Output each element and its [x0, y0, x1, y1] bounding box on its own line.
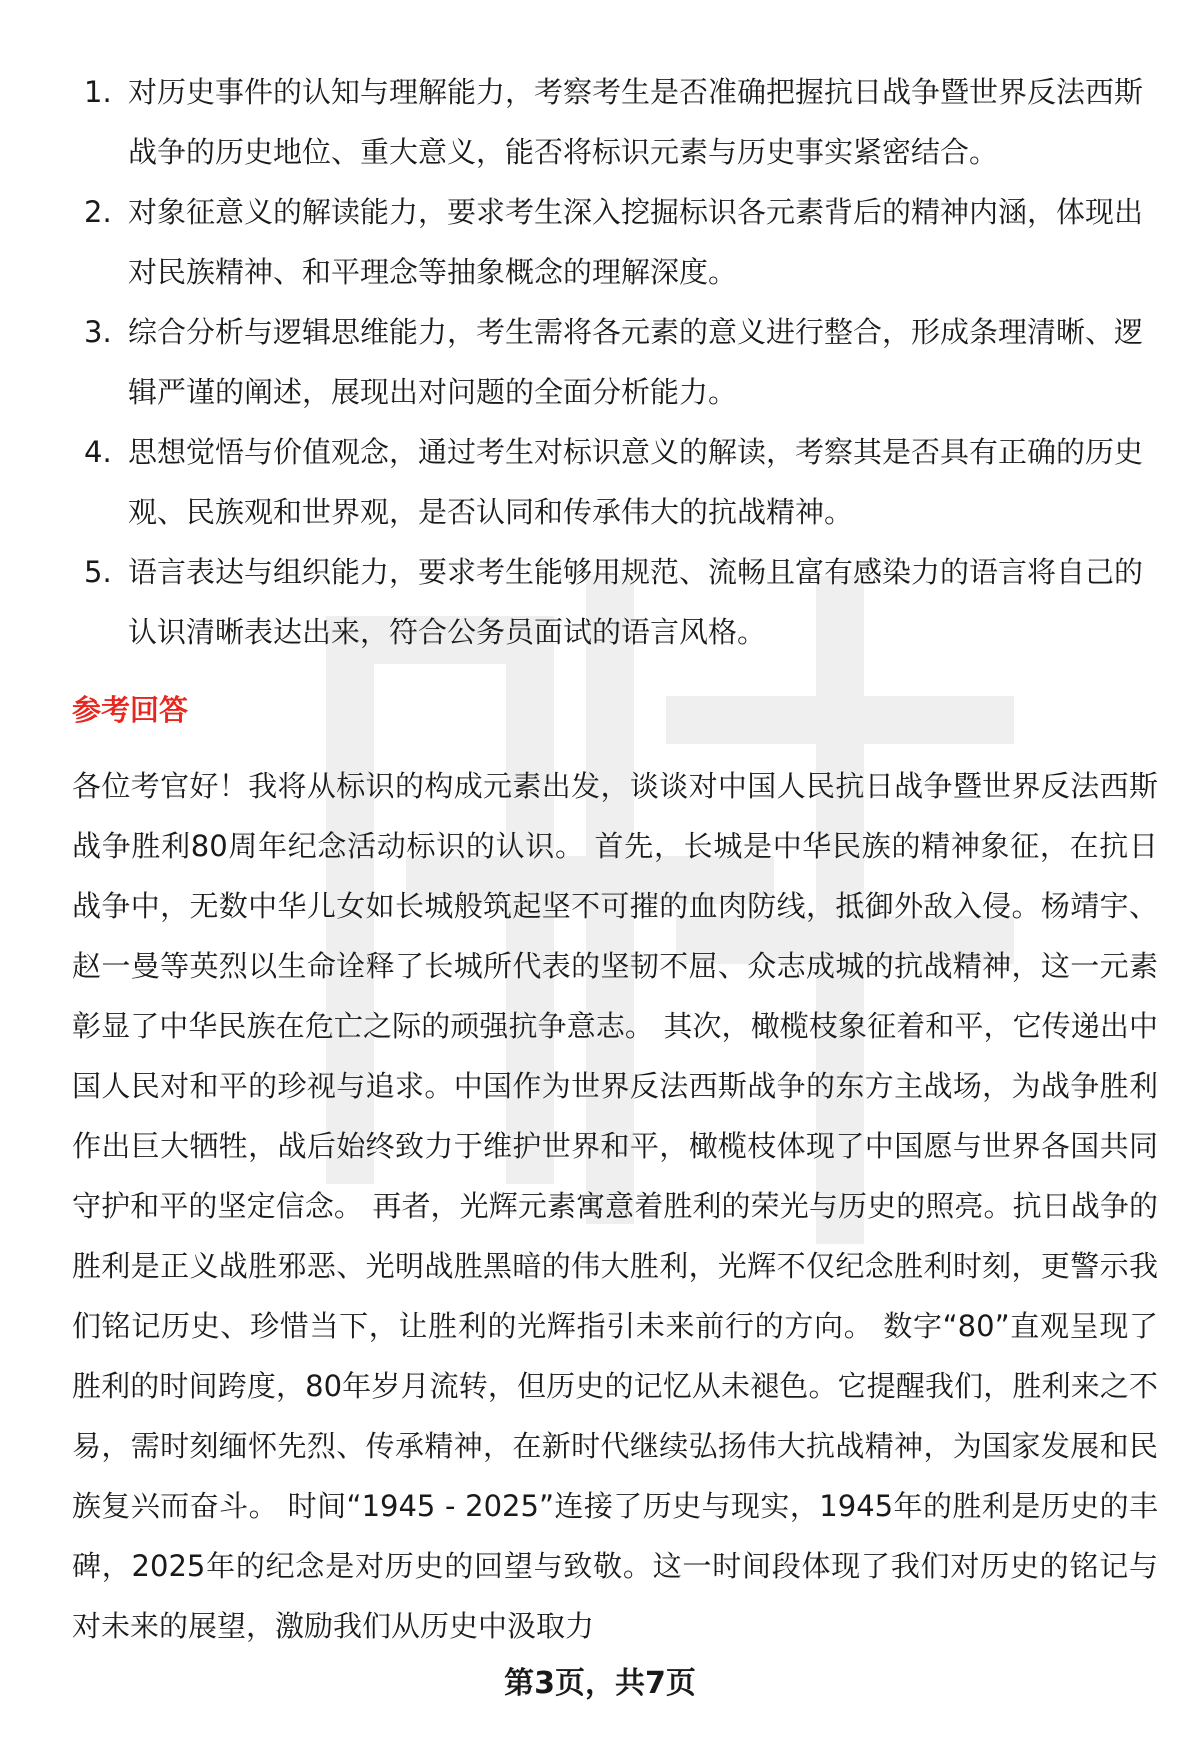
- criteria-item: [72, 302, 1152, 422]
- reference-answer-heading: 参考回答: [72, 693, 189, 727]
- criteria-number: 4.: [84, 435, 112, 469]
- criteria-text: 综合分析与逻辑思维能力，考生需将各元素的意义进行整合，形成条理清晰、逻辑严谨的阐述，展现出对问题的全面分析能力。: [128, 315, 1144, 409]
- criteria-number: 2.: [84, 195, 112, 229]
- page-number-footer: 第3页，共7页: [504, 1666, 696, 1701]
- criteria-text: 思想觉悟与价值观念，通过考生对标识意义的解读，考察其是否具有正确的历史观、民族观和世界观，是否认同和传承伟大的抗战精神。: [128, 435, 1144, 529]
- criteria-text: 对象征意义的解读能力，要求考生深入挖掘标识各元素背后的精神内涵，体现出对民族精神、和平理念等抽象概念的理解深度。: [128, 195, 1144, 289]
- reference-answer-body: 各位考官好！我将从标识的构成元素出发，谈谈对中国人民抗日战争暨世界反法西斯战争胜利80周年纪念活动标识的认识。 首先，长城是中华民族的精神象征，在抗日战争中，无数中华儿女如长城般筑起坚不可摧的血肉防线，抵御外敌入侵。杨靖宇、赵一曼等英烈以生命诠释了长城所代表的坚韧不屈、众志成城的抗战精神，这一元素彰显了中华民族在危亡之际的顽强抗争意志。 其次，橄榄枝象征着和平，它传递出中国人民对和平的珍视与追求。中国作为世界反法西斯战争的东方主战场，为战争胜利作出巨大牺牲，战后始终致力于维护世界和平，橄榄枝体现了中国愿与世界各国共同守护和平的坚定信念。 再者，光辉元素寓意着胜利的荣光与历史的照亮。抗日战争的胜利是正义战胜邪恶、光明战胜黑暗的伟大胜利，光辉不仅纪念胜利时刻，更警示我们铭记历史、珍惜当下，让胜利的光辉指引未来前行的方向。 数字“80”直观呈现了胜利的时间跨度，80年岁月流转，但历史的记忆从未褪色。它提醒我们，胜利来之不易，需时刻缅怀先烈、传承精神，在新时代继续弘扬伟大抗战精神，为国家发展和民族复兴而奋斗。 时间“1945 - 2025”连接了历史与现实，1945年的胜利是历史的丰碑，2025年的纪念是对历史的回望与致敬。这一时间段体现了我们对历史的铭记与对未来的展望，激励我们从历史中汲取力: [72, 769, 1158, 1643]
- assessment-criteria-list: [72, 62, 1152, 662]
- criteria-item: [72, 422, 1152, 542]
- criteria-item: [72, 542, 1152, 662]
- criteria-number: 5.: [84, 555, 112, 589]
- criteria-item: [72, 62, 1152, 182]
- criteria-number: 3.: [84, 315, 112, 349]
- criteria-item: [72, 182, 1152, 302]
- criteria-number: 1.: [84, 75, 112, 109]
- criteria-text: 语言表达与组织能力，要求考生能够用规范、流畅且富有感染力的语言将自己的认识清晰表达出来，符合公务员面试的语言风格。: [128, 555, 1144, 649]
- criteria-text: 对历史事件的认知与理解能力，考察考生是否准确把握抗日战争暨世界反法西斯战争的历史地位、重大意义，能否将标识元素与历史事实紧密结合。: [128, 75, 1144, 169]
